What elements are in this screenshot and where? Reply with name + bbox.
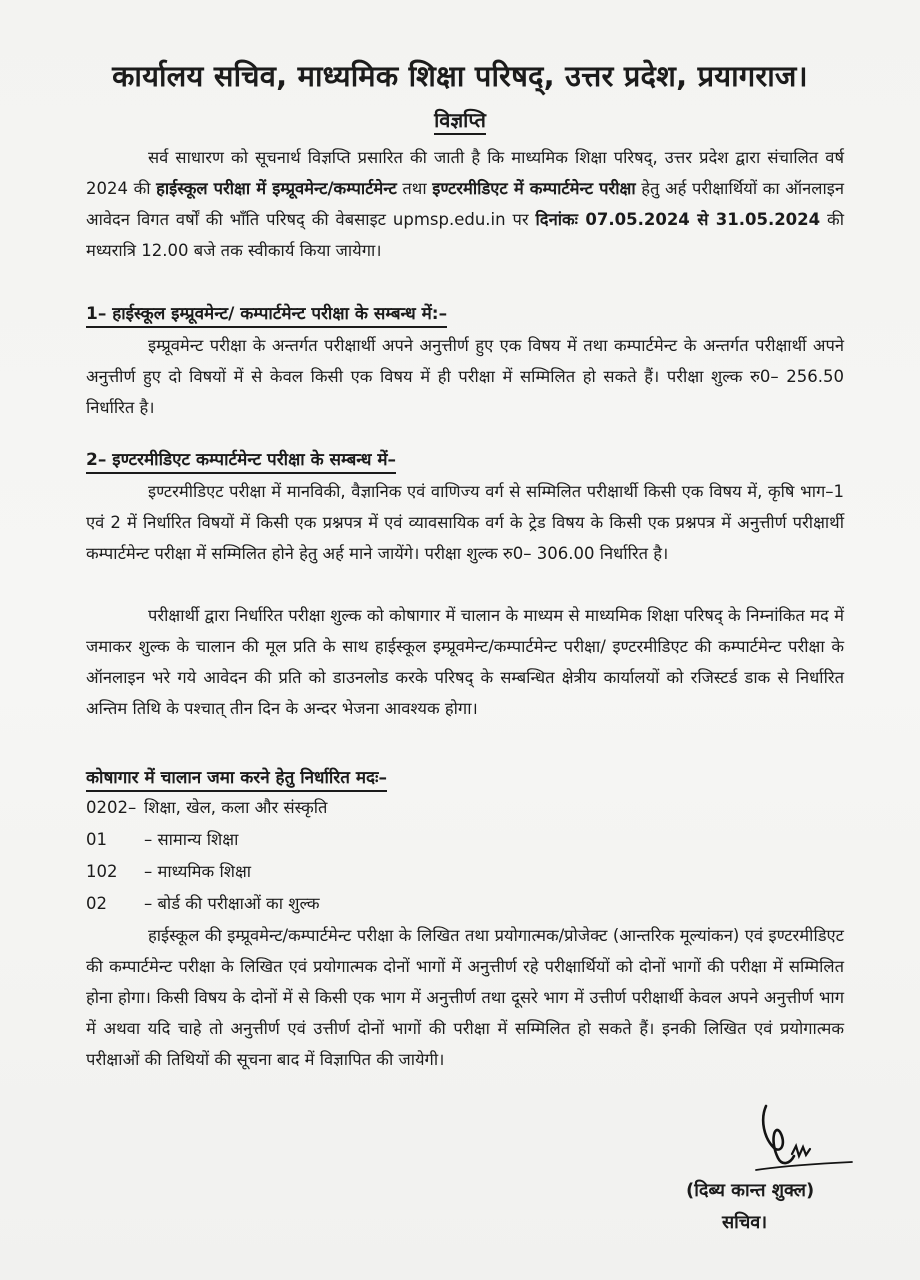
section1-text: इम्प्रूवमेन्ट परीक्षा के अन्तर्गत परीक्षार्थी अपने अनुत्तीर्ण हुए एक विषय में तथा कम्पार्टमेन्ट के अन्तर्गत परीक्षार्थी अपने अनुत्तीर्ण हुए दो विषयों में से केवल किसी एक विषय में ही परीक्षा में सम्मिलित हो सकते हैं। परीक्षा शुल्क रु0– 256.50 निर्धारित है।: [86, 336, 844, 417]
code-number: 0202–: [86, 798, 137, 817]
intro-text-5: की मध्यरात्रि 12.00 बजे तक स्वीकार्य किया जायेगा।: [86, 210, 844, 260]
notice-subtitle-text: विज्ञप्ति: [434, 108, 486, 135]
intro-text-1: सर्व साधारण को सूचनार्थ विज्ञप्ति प्रसारित की जाती है कि माध्यमिक शिक्षा परिषद्, उत्तर प्रदेश द्वारा संचालित वर्ष 2024 की: [86, 148, 844, 198]
section2-text1: इण्टरमीडिएट परीक्षा में मानविकी, वैज्ञानिक एवं वाणिज्य वर्ग से सम्मिलित परीक्षार्थी किसी एक विषय में, कृषि भाग–1 एवं 2 में निर्धारित विषयों में किसी एक प्रश्नपत्र में एवं व्यावसायिक वर्ग के ट्रेड विषय के किसी एक प्रश्नपत्र में अनुत्तीर्ण परीक्षार्थी कम्पार्टमेन्ट परीक्षा में सम्मिलित होने हेतु अर्ह माने जायेंगे। परीक्षा शुल्क रु0– 306.00 निर्धारित है।: [86, 482, 844, 563]
office-title: कार्यालय सचिव, माध्यमिक शिक्षा परिषद्, उत्तर प्रदेश, प्रयागराज।: [112, 59, 808, 93]
notice-subtitle: [0, 106, 920, 133]
closing-paragraph: हाईस्कूल की इम्प्रूवमेन्ट/कम्पार्टमेन्ट परीक्षा के लिखित तथा प्रयोगात्मक/प्रोजेक्ट (आन्तरिक मूल्यांकन) एवं इण्टरमीडिएट की कम्पार्टमेन्ट परीक्षा के लिखित एवं प्रयोगात्मक दोनों भागों में अनुत्तीर्ण रहे परीक्षार्थियों को दोनों भागों की परीक्षा में सम्मिलित होना होगा। किसी विषय के दोनों में से किसी एक भाग में अनुत्तीर्ण तथा दूसरे भाग में उत्तीर्ण परीक्षार्थी केवल अपने अनुत्तीर्ण भाग में अथवा यदि चाहे तो अनुत्तीर्ण एवं उत्तीर्ण दोनों भागों की परीक्षा में सम्मिलित हो सकते हैं। इनकी लिखित एवं प्रयोगात्मक परीक्षाओं की तिथियों की सूचना बाद में विज्ञापित की जायेगी।: [86, 926, 844, 1069]
intro-text-4: पर: [505, 210, 536, 229]
section1-heading: 1– हाईस्कूल इम्प्रूवमेन्ट/ कम्पार्टमेन्ट परीक्षा के सम्बन्ध में:–: [86, 302, 447, 328]
treasury-code-row: [86, 856, 327, 888]
treasury-heading: कोषागार में चालान जमा करने हेतु निर्धारित मदः–: [86, 766, 387, 792]
signatory-designation: सचिव।: [722, 1212, 768, 1233]
code-number: 102: [86, 862, 118, 881]
intro-bold-highschool: हाईस्कूल परीक्षा में इम्प्रूवमेन्ट/कम्पार्टमेन्ट: [156, 179, 397, 198]
intro-bold-intermediate: इण्टरमीडिएट में कम्पार्टमेन्ट परीक्षा: [432, 179, 636, 198]
section2-heading: 2– इण्टरमीडिएट कम्पार्टमेन्ट परीक्षा के सम्बन्ध में–: [86, 448, 396, 474]
intro-paragraph: [86, 142, 844, 266]
code-label: – माध्यमिक शिक्षा: [144, 862, 252, 881]
code-label: शिक्षा, खेल, कला और संस्कृति: [144, 798, 328, 817]
treasury-code-row: [86, 792, 327, 824]
intro-text-3: हेतु अर्ह परीक्षार्थियों का ऑनलाइन आवेदन विगत वर्षों की भाँति परिषद् की वेबसाइट: [86, 179, 845, 229]
intro-bold-dates: दिनांकः 07.05.2024 से 31.05.2024: [535, 210, 821, 229]
handwritten-signature: [752, 1102, 862, 1178]
signatory-name: (दिब्य कान्त शुक्ल): [686, 1180, 815, 1201]
code-label: – बोर्ड की परीक्षाओं का शुल्क: [144, 894, 320, 913]
treasury-code-row: [86, 824, 327, 856]
website-text: upmsp.edu.in: [392, 210, 506, 229]
treasury-code-list: [86, 792, 327, 920]
section2-text2: परीक्षार्थी द्वारा निर्धारित परीक्षा शुल्क को कोषागार में चालान के माध्यम से माध्यमिक शिक्षा परिषद् के निम्नांकित मद में जमाकर शुल्क के चालान की मूल प्रति के साथ हाईस्कूल इम्प्रूवमेन्ट/कम्पार्टमेन्ट परीक्षा/ इण्टरमीडिएट की कम्पार्टमेन्ट परीक्षा के ऑनलाइन भरे गये आवेदन की प्रति को डाउनलोड करके परिषद् के सम्बन्धित क्षेत्रीय कार्यालयों को रजिस्टर्ड डाक से निर्धारित अन्तिम तिथि के पश्चात् तीन दिन के अन्दर भेजना आवश्यक होगा।: [86, 606, 844, 718]
code-label: – सामान्य शिक्षा: [144, 830, 239, 849]
intro-text-2: तथा: [396, 179, 433, 198]
treasury-code-row: [86, 888, 327, 920]
code-number: 02: [86, 894, 107, 913]
code-number: 01: [86, 830, 107, 849]
